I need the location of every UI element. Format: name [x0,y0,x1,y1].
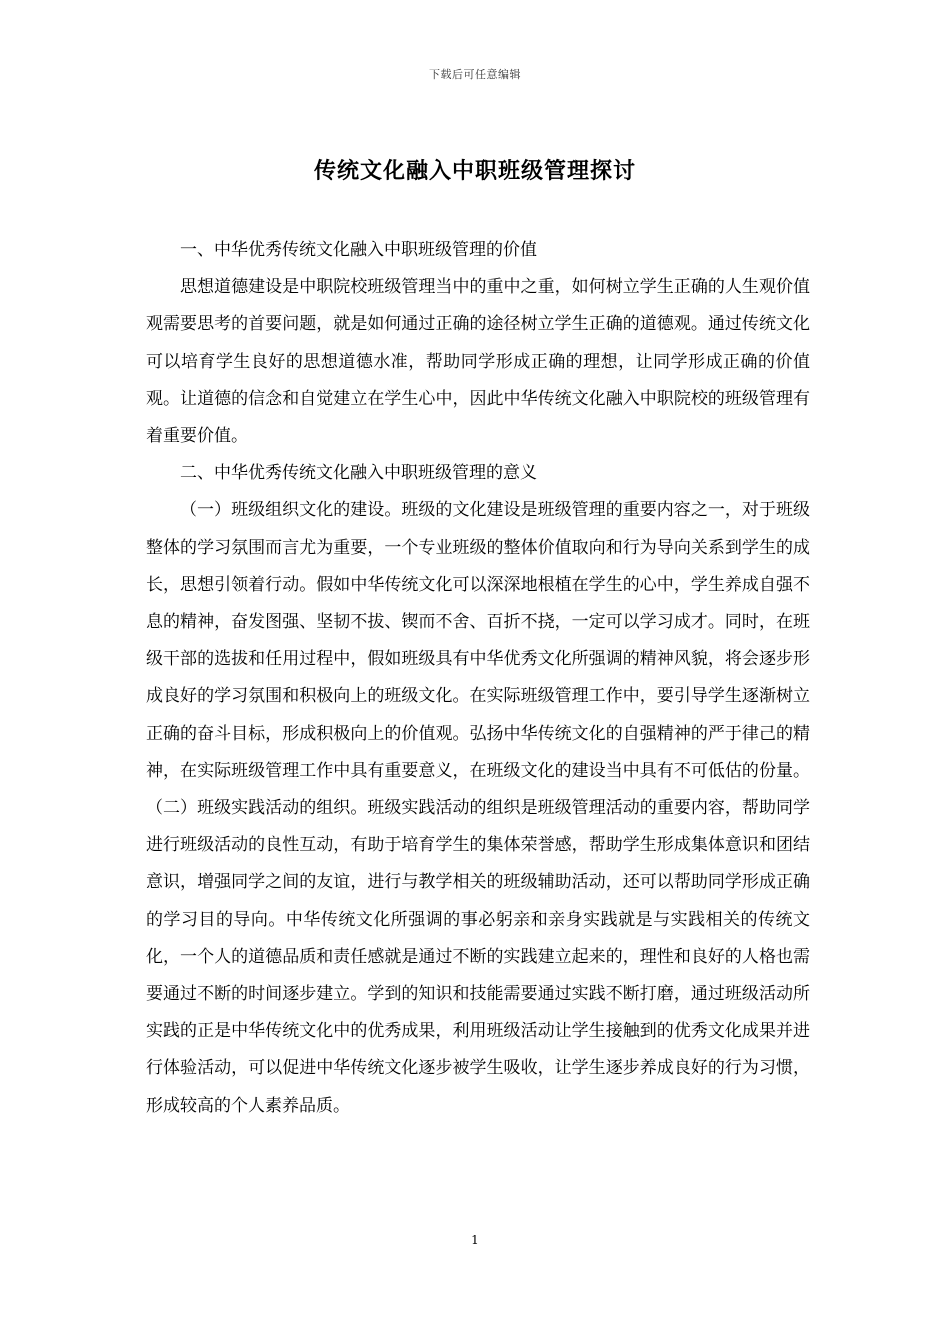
page-number: 1 [471,1233,479,1247]
paragraph-value: 思想道德建设是中职院校班级管理当中的重中之重，如何树立学生正确的人生观价值观需要思考的首要问题，就是如何通过正确的途径树立学生正确的道德观。通过传统文化可以培育学生良好的思想道德水准，帮助同学形成正确的理想，让同学形成正确的价值观。让道德的信念和自觉建立在学生心中，因此中华传统文化融入中职院校的班级管理有着重要价值。 [146,277,810,447]
page-header-note: 下载后可任意编辑 [429,68,521,81]
section-heading-value: 一、中华优秀传统文化融入中职班级管理的价值 [180,240,537,260]
paragraph-significance: （一）班级组织文化的建设。班级的文化建设是班级管理的重要内容之一，对于班级整体的学习氛围而言尤为重要，一个专业班级的整体价值取向和行为导向关系到学生的成长，思想引领着行动。假如中华传统文化可以深深地根植在学生的心中，学生养成自强不息的精神，奋发图强、坚韧不拔、锲而不舍、百折不挠，一定可以学习成才。同时，在班级干部的选拔和任用过程中，假如班级具有中华优秀文化所强调的精神风貌，将会逐步形成良好的学习氛围和积极向上的班级文化。在实际班级管理工作中，要引导学生逐渐树立正确的奋斗目标，形成积极向上的价值观。弘扬中华传统文化的自强精神的严于律己的精神，在实际班级管理工作中具有重要意义，在班级文化的建设当中具有不可低估的份量。（二）班级实践活动的组织。班级实践活动的组织是班级管理活动的重要内容，帮助同学进行班级活动的良性互动，有助于培育学生的集体荣誉感，帮助学生形成集体意识和团结意识，增强同学之间的友谊，进行与教学相关的班级辅助活动，还可以帮助同学形成正确的学习目的导向。中华传统文化所强调的事必躬亲和亲身实践就是与实践相关的传统文化，一个人的道德品质和责任感就是通过不断的实践建立起来的，理性和良好的人格也需要通过不断的时间逐步建立。学到的知识和技能需要通过实践不断打磨，通过班级活动所实践的正是中华传统文化中的优秀成果，利用班级活动让学生接触到的优秀文化成果并进行体验活动，可以促进中华传统文化逐步被学生吸收，让学生逐步养成良好的行为习惯，形成较高的个人素养品质。 [146,500,810,1116]
document-body [146,232,810,1125]
section-heading-significance: 二、中华优秀传统文化融入中职班级管理的意义 [180,463,537,484]
document-title: 传统文化融入中职班级管理探讨 [313,158,636,184]
